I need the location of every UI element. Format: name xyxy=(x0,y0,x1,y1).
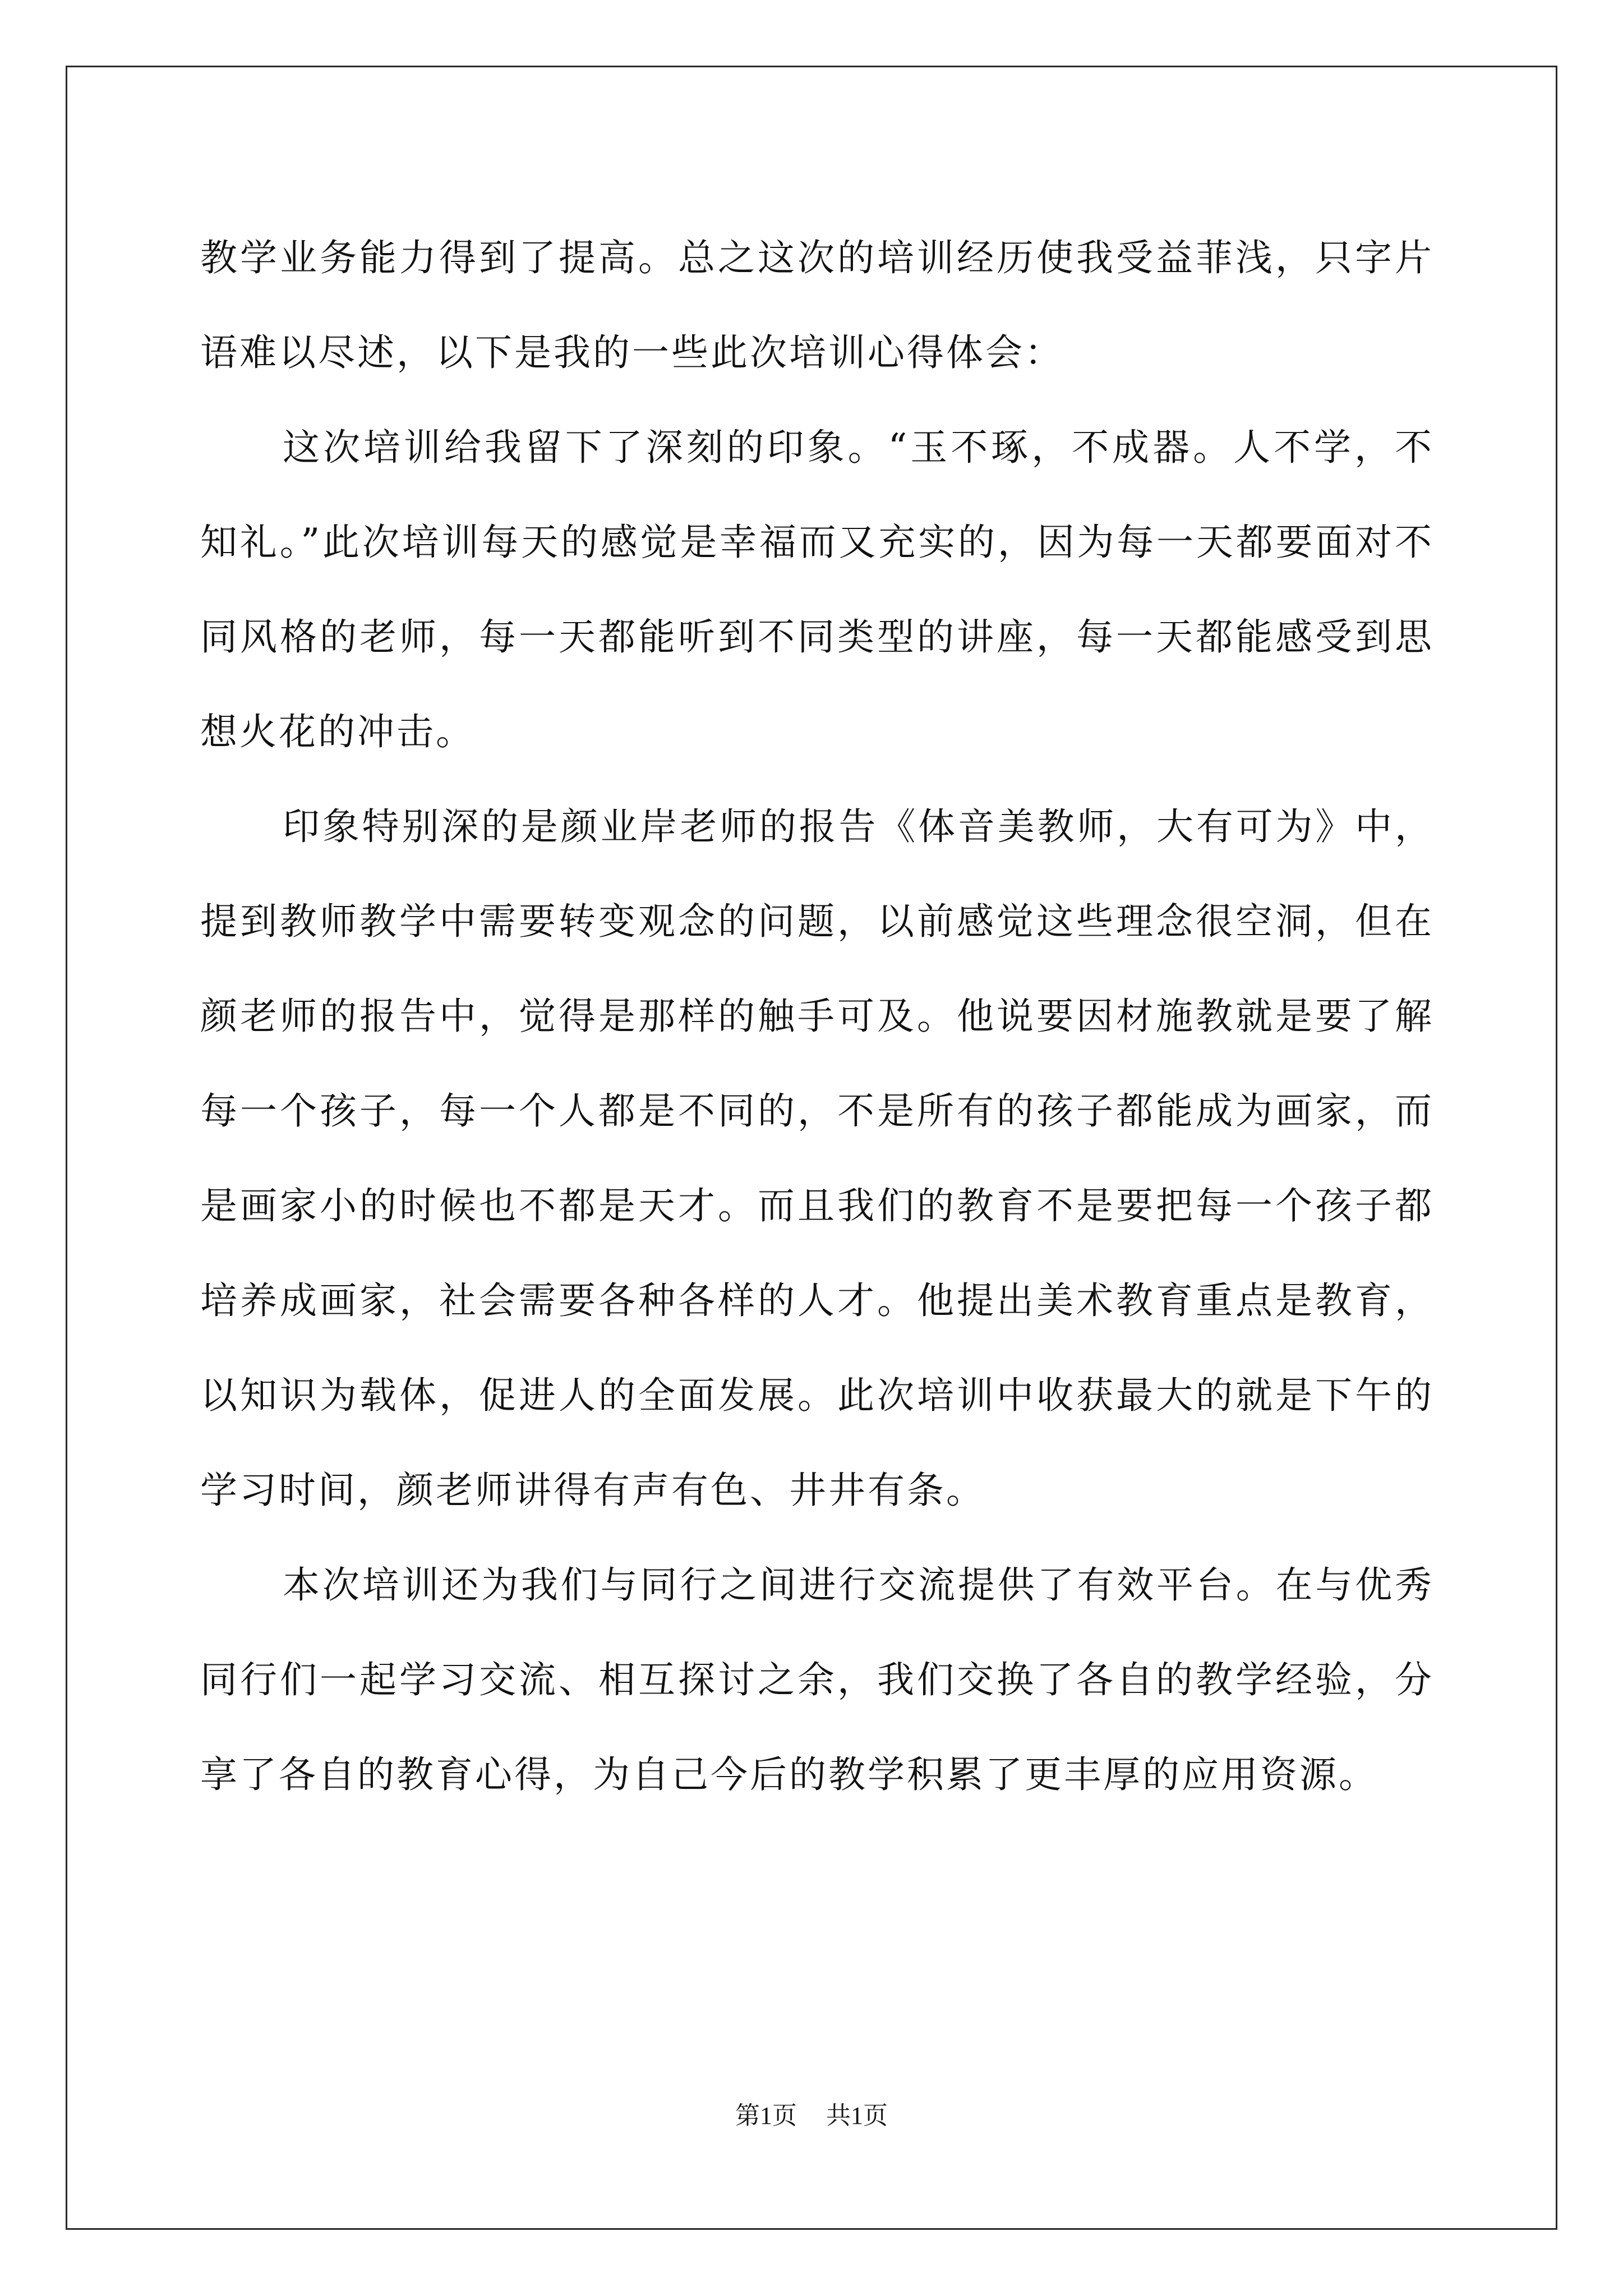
page-footer xyxy=(0,2095,1623,2131)
paragraph-2: 这次培训给我留下了深刻的印象。“玉不琢，不成器。人不学，不知礼。”此次培训每天的感觉是幸福而又充实的，因为每一天都要面对不同风格的老师，每一天都能听到不同类型的讲座，每一天都能感受到思想火花的冲击。 xyxy=(200,426,1434,753)
paragraph-3: 印象特别深的是颜业岸老师的报告《体音美教师，大有可为》中，提到教师教学中需要转变观念的问题，以前感觉这些理念很空洞，但在颜老师的报告中，觉得是那样的触手可及。他说要因材施教就是要了解每一个孩子，每一个人都是不同的，不是所有的孩子都能成为画家，而是画家小的时候也不都是天才。而且我们的教育不是要把每一个孩子都培养成画家，社会需要各种各样的人才。他提出美术教育重点是教育，以知识为载体，促进人的全面发展。此次培训中收获最大的就是下午的学习时间，颜老师讲得有声有色、井井有条。 xyxy=(200,805,1434,1512)
paragraph-1: 教学业务能力得到了提高。总之这次的培训经历使我受益菲浅，只字片语难以尽述，以下是我的一些此次培训心得体会： xyxy=(200,236,1434,374)
document-body xyxy=(200,210,1434,1822)
page-number: 第1页 xyxy=(735,2102,797,2129)
paragraph-4: 本次培训还为我们与同行之间进行交流提供了有效平台。在与优秀同行们一起学习交流、相互探讨之余，我们交换了各自的教学经验，分享了各自的教育心得，为自己今后的教学积累了更丰厚的应用资源。 xyxy=(200,1563,1434,1796)
page-total: 共1页 xyxy=(826,2102,888,2129)
